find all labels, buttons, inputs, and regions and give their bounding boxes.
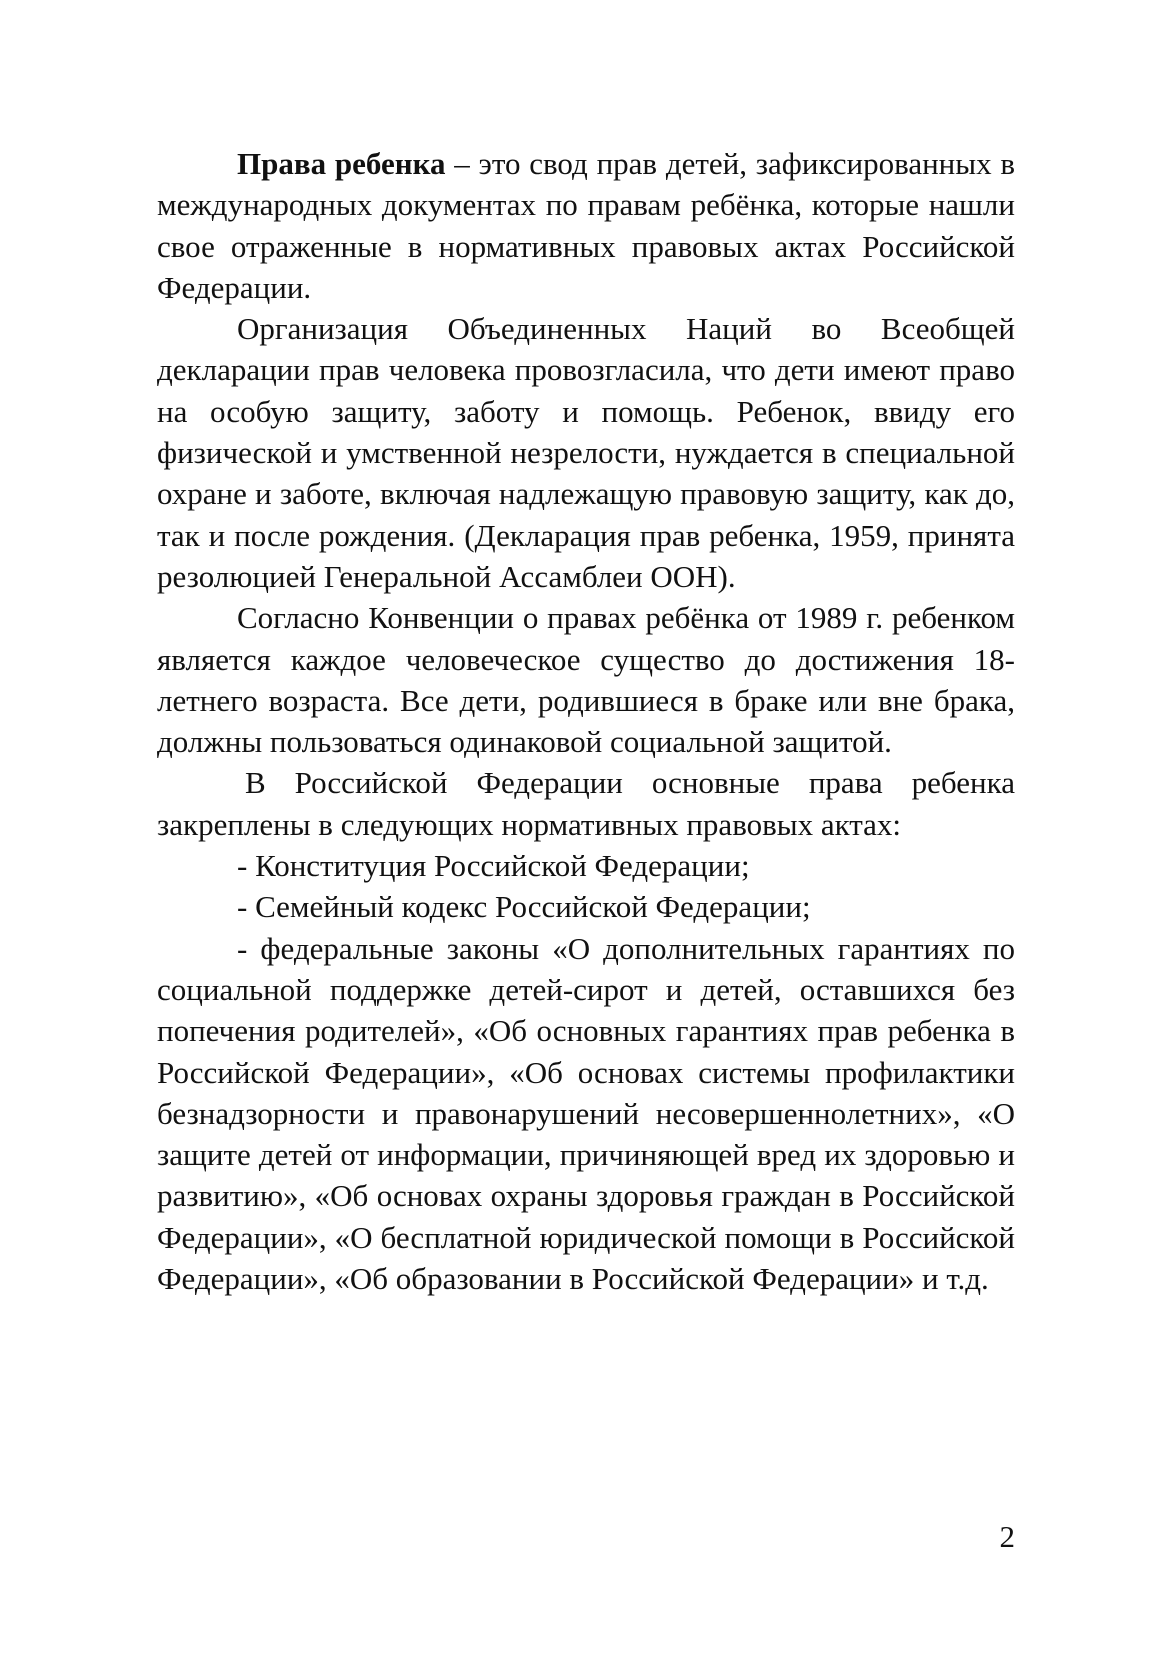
document-body bbox=[157, 143, 1015, 1299]
paragraph-convention: Согласно Конвенции о правах ребёнка от 1989 г. ребенком является каждое человеческое существо до достижения 18-летнего возраста. Все дети, родившиеся в браке или вне брака, должны пользоваться одинаковой социальной защитой. bbox=[157, 600, 1015, 760]
list-item-constitution: - Конституция Российской Федерации; bbox=[237, 848, 750, 884]
intro-text: – это свод прав детей, зафиксированных в международных документах по правам ребёнка, которые нашли свое отраженные в нормативных правовых актах Российской Федерации. bbox=[157, 146, 1016, 305]
list-item-federal-laws: - федеральные законы «О дополнительных гарантиях по социальной поддержке детей-сирот и детей, оставшихся без попечения родителей», «Об основных гарантиях прав ребенка в Российской Федерации», «Об основах системы профилактики безнадзорности и правонарушений несовершеннолетних», «О защите детей от информации, причиняющей вред их здоровью и развитию», «Об основах охраны здоровья граждан в Российской Федерации», «О бесплатной юридической помощи в Российской Федерации», «Об образовании в Российской Федерации» и т.д. bbox=[157, 930, 1015, 1297]
defined-term: Права ребенка bbox=[237, 146, 446, 181]
intro-paragraph bbox=[157, 143, 1015, 308]
paragraph-legal-acts: В Российской Федерации основные права ребенка закреплены в следующих нормативных правовых актах: bbox=[157, 765, 1015, 842]
list-item-family-code: - Семейный кодекс Российской Федерации; bbox=[237, 889, 811, 925]
page-number: 2 bbox=[999, 1519, 1015, 1554]
paragraph-un-declaration: Организация Объединенных Наций во Всеобщей декларации прав человека провозгласила, что дети имеют право на особую защиту, заботу и помощь. Ребенок, ввиду его физической и умственной незрелости, нуждается в специальной охране и заботе, включая надлежащую правовую защиту, как до, так и после рождения. (Декларация прав ребенка, 1959, принята резолюцией Генеральной Ассамблеи ООН). bbox=[157, 311, 1015, 594]
